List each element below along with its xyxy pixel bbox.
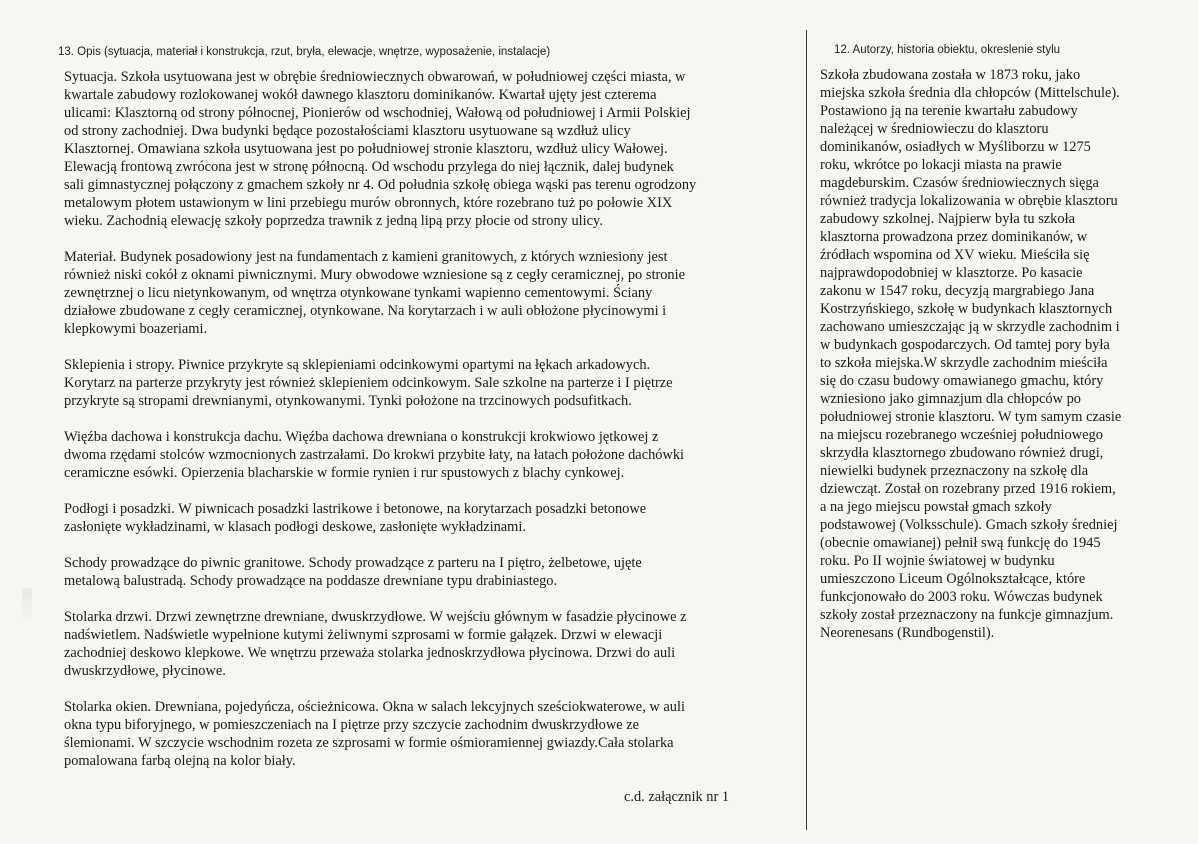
text-line: dziewcząt. Został on rozebrany przed 1916 rokiem, [820,481,1116,497]
text-line: kwartale zabudowy rozlokowanej wokół dawnego klasztoru dominikanów. Kwartał ujęty jest czterema [64,87,657,103]
text-line: zachowano umieszczając ją w skrzydle zachodnim i [820,319,1120,335]
text-line: Neorenesans (Rundbogenstil). [820,625,995,641]
text-line: należącej w średniowieczu do klasztoru [820,121,1049,137]
text-line: najprawdopodobniej w klasztorze. Po kasacie [820,265,1083,281]
text-line: Korytarz na parterze przykryty jest również sklepieniem odcinkowym. Sale szkolne na parterze i I piętrze [64,375,673,391]
text-line: ślemionami. W szczycie wschodnim rozeta ze szprosami w formie ośmioramiennej gwiazdy.Cała stolarka [64,735,674,751]
text-line: zakonu w 1547 roku, decyzją margrabiego Jana [820,283,1095,299]
text-line: skrzydła klasztornego zbudowano również drugi, [820,445,1104,461]
paragraph-gap [64,590,794,608]
text-line: Sklepienia i stropy. Piwnice przykryte są sklepieniami odcinkowymi opartymi na łękach arkadowych. [64,357,651,373]
paragraph-gap [64,482,794,500]
text-line: od strony zachodniej. Dwa budynki będące pozostałościami klasztoru usytuowane są wzdłuż ulicy [64,123,631,139]
text-line: Sytuacja. Szkoła usytuowana jest w obrębie średniowiecznych obwarowań, w południowej części miasta, w [64,69,686,85]
text-line: Klasztornej. Omawiana szkoła usytuowana jest po południowej stronie klasztoru, wzdłuż ulicy Wałowej. [64,141,668,157]
text-line: roku, wkrótce po lokacji miasta na prawie [820,157,1062,173]
text-line: Podłogi i posadzki. W piwnicach posadzki lastrikowe i betonowe, na korytarzach posadzki betonowe [64,501,647,517]
paragraph-gap [64,338,794,356]
text-line: na miejscu rozebranego wcześniej południowego [820,427,1103,443]
paragraph-gap [64,536,794,554]
text-line: również tradycja lokalizowania w obrębie klasztoru [820,193,1118,209]
text-line: magdeburskim. Czasów średniowiecznych sięga [820,175,1099,191]
text-line: (obecnie omawianej) pełnił swą funkcję do 1945 [820,535,1101,551]
text-line: szkoły został przeznaczony na funkcje gimnazjum. [820,607,1114,623]
section-12-body [820,66,1182,642]
text-line: Stolarka drzwi. Drzwi zewnętrzne drewniane, dwuskrzydłowe. W wejściu głównym w fasadzie płycinowe z [64,609,687,625]
scan-smudge [22,588,32,618]
text-line: źródłach wspomina od XV wieku. Mieściła się [820,247,1090,263]
text-line: w budynkach gospodarczych. Od tamtej pory była [820,337,1110,353]
text-line: ceramiczne esówki. Opierzenia blacharskie w formie rynien i rur spustowych z blachy cynkowej. [64,465,625,481]
continuation-note: c.d. załącznik nr 1 [624,789,730,805]
text-line: Schody prowadzące do piwnic granitowe. Schody prowadzące z parteru na I piętro, żelbetowe, ujęte [64,555,642,571]
text-line: Postawiono ją na terenie kwartału zabudowy [820,103,1078,119]
paragraph-gap [64,230,794,248]
text-line: pomalowana farbą olejną na kolor biały. [64,753,296,769]
text-line: zasłonięte wykładzinami, w klasach podłogi deskowe, zasłonięte wykładzinami. [64,519,526,535]
text-line: zewnętrznej o licu nietynkowanym, od wnętrza otynkowane tynkami wapienno cementowymi. Ściany [64,285,653,301]
text-line: funkcjonowało do 2003 roku. Wówczas budynek [820,589,1103,605]
text-line: okna typu biforyjnego, w pomieszczeniach na I piętrze przy szczycie zachodnim dwuskrzydłowe ze [64,717,639,733]
column-divider [806,30,807,830]
text-line: ulicami: Klasztorną od strony północnej, Pionierów od wschodniej, Wałową od południowej i Armii Polskiej [64,105,691,121]
text-line: zachodniej deskowo klepkowe. We wnętrzu przeważa stolarka jednoskrzydłowa płycinowa. Drzwi do auli [64,645,676,661]
text-line: dwoma rzędami stolców wzmocnionych zastrzałami. Do krokwi przybite łaty, na łatach położone dachówki [64,447,685,463]
text-line: klasztorna prowadzona przez dominikanów, w [820,229,1088,245]
paragraph-gap [64,410,794,428]
text-line: niewielki budynek przeznaczony na szkołę dla [820,463,1089,479]
text-line: przykryte są stropami drewnianymi, otynkowanymi. Tynki położone na trzcinowych podsufitkach. [64,393,632,409]
text-line: dwuskrzydłowe, płycinowe. [64,663,226,679]
text-line: to szkoła miejska.W skrzydle zachodnim mieściła [820,355,1108,371]
section-13-heading: 13. Opis (sytuacja, materiał i konstrukcja, rzut, bryła, elewacje, wnętrze, wyposażenie, instalacje) [58,46,551,58]
text-line: klepkowymi boazeriami. [64,321,208,337]
text-line: sali gimnastycznej połączony z gmachem szkoły nr 4. Od południa szkołę obiega wąski pas terenu ogrodzony [64,177,697,193]
text-line: roku. Po II wojnie światowej w budynku [820,553,1055,569]
text-line: się do czasu budowy omawianego gmachu, który [820,373,1104,389]
text-line: metalowym płotem ustawionym w lini przebiegu murów obronnych, które rozebrano tuż po połowie XIX [64,195,673,211]
text-line: miejska szkoła średnia dla chłopców (Mittelschule). [820,85,1120,101]
text-line: metalową balustradą. Schody prowadzące na poddasze drewniane typu drabiniastego. [64,573,558,589]
text-line: południowej stronie klasztoru. W tym samym czasie [820,409,1122,425]
text-line: również niski cokół z oknami piwnicznymi. Mury obwodowe wzniesione są z cegły ceramicznej, po stronie [64,267,686,283]
text-line: Kostrzyńskiego, szkołę w budynkach klasztornych [820,301,1113,317]
text-line: Więźba dachowa i konstrukcja dachu. Więźba dachowa drewniana o konstrukcji krokwiowo jętkowej z [64,429,659,445]
text-line: zabudowy szkolnej. Najpierw była tu szkoła [820,211,1075,227]
paragraph-gap [64,680,794,698]
text-line: Stolarka okien. Drewniana, pojedyńcza, ościeżnicowa. Okna w salach lekcyjnych sześciokwaterowe, w auli [64,699,685,715]
section-12-heading: 12. Autorzy, historia obiektu, okreslenie stylu [834,44,1061,56]
text-line: wieku. Zachodnią elewację szkoły poprzedza trawnik z jedną lipą przy płocie od strony ulicy. [64,213,603,229]
text-line: podstawowej (Volksschule). Gmach szkoły średniej [820,517,1118,533]
text-line: działowe zbudowane z cegły ceramicznej, otynkowane. Na korytarzach i w auli obłożone płycinowymi i [64,303,667,319]
text-line: a na jego miejscu powstał gmach szkoły [820,499,1052,515]
text-line: Materiał. Budynek posadowiony jest na fundamentach z kamieni granitowych, z których wzniesiony jest [64,249,668,265]
section-13-body [64,68,794,770]
text-line: nadświetlem. Nadświetle wypełnione kutymi żeliwnymi szprosami w formie gałązek. Drzwi w elewacji [64,627,663,643]
text-line: Szkoła zbudowana została w 1873 roku, jako [820,67,1081,83]
text-line: dominikanów, osiadłych w Myśliborzu w 1275 [820,139,1091,155]
text-line: Elewacją frontową zwrócona jest w stronę północną. Od wschodu przylega do niej łącznik, dalej budynek [64,159,674,175]
text-line: umieszczono Liceum Ogólnokształcące, które [820,571,1086,587]
text-line: wzniesiono jako gimnazjum dla chłopców po [820,391,1081,407]
